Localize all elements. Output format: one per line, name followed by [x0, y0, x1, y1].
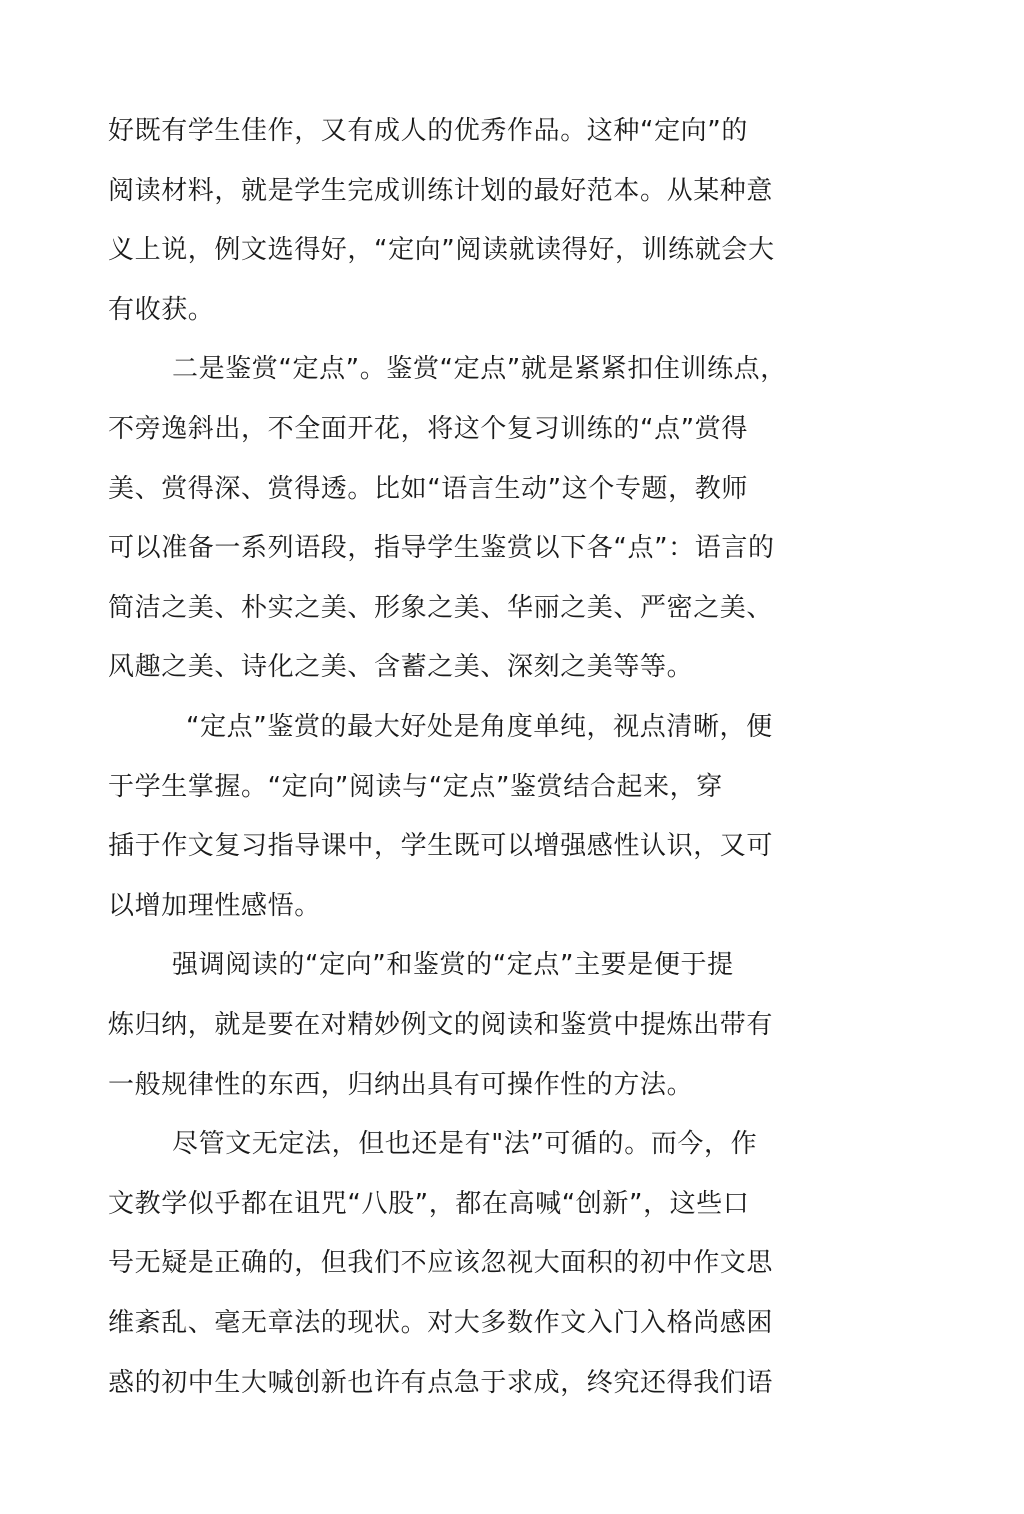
text-line: 以增加理性感悟。: [108, 891, 321, 921]
text-line: 风趣之美、诗化之美、含蓄之美、深刻之美等等。: [108, 652, 694, 682]
paragraph-first-line: 尽管文无定法，但也还是有"法”可循的。而今，作: [172, 1129, 758, 1159]
paragraph-first-line: “定点”鉴赏的最大好处是角度单纯，视点清晰，便: [186, 712, 773, 742]
text-line: 简洁之美、朴实之美、形象之美、华丽之美、严密之美、: [108, 593, 774, 623]
text-line: 维紊乱、毫无章法的现状。对大多数作文入门入格尚感困: [108, 1308, 774, 1338]
text-line: 号无疑是正确的，但我们不应该忽视大面积的初中作文思: [108, 1248, 774, 1278]
text-line: 阅读材料，就是学生完成训练计划的最好范本。从某种意: [108, 176, 774, 206]
text-line: 文教学似乎都在诅咒“八股”，都在高喊“创新”，这些口: [108, 1189, 750, 1219]
text-line: 一般规律性的东西，归纳出具有可操作性的方法。: [108, 1070, 694, 1100]
text-line: 有收获。: [108, 295, 215, 325]
text-line: 不旁逸斜出，不全面开花，将这个复习训练的“点”赏得: [108, 414, 748, 444]
text-line: 义上说，例文选得好，“定向”阅读就读得好，训练就会大: [108, 235, 775, 265]
text-line: 插于作文复习指导课中，学生既可以增强感性认识，又可: [108, 831, 774, 861]
text-line: 于学生掌握。“定向”阅读与“定点”鉴赏结合起来，穿: [108, 772, 723, 802]
text-line: 惑的初中生大喊创新也许有点急于求成，终究还得我们语: [108, 1368, 774, 1398]
text-line: 美、赏得深、赏得透。比如“语言生动”这个专题，教师: [108, 474, 748, 504]
text-line: 可以准备一系列语段，指导学生鉴赏以下各“点”：语言的: [108, 533, 775, 563]
paragraph-first-line: 二是鉴赏“定点”。鉴赏“定点”就是紧紧扣住训练点，: [172, 354, 787, 384]
paragraph-first-line: 强调阅读的“定向”和鉴赏的“定点”主要是便于提: [172, 950, 734, 980]
text-line: 炼归纳，就是要在对精妙例文的阅读和鉴赏中提炼出带有: [108, 1010, 774, 1040]
text-line: 好既有学生佳作，又有成人的优秀作品。这种“定向”的: [108, 116, 748, 146]
